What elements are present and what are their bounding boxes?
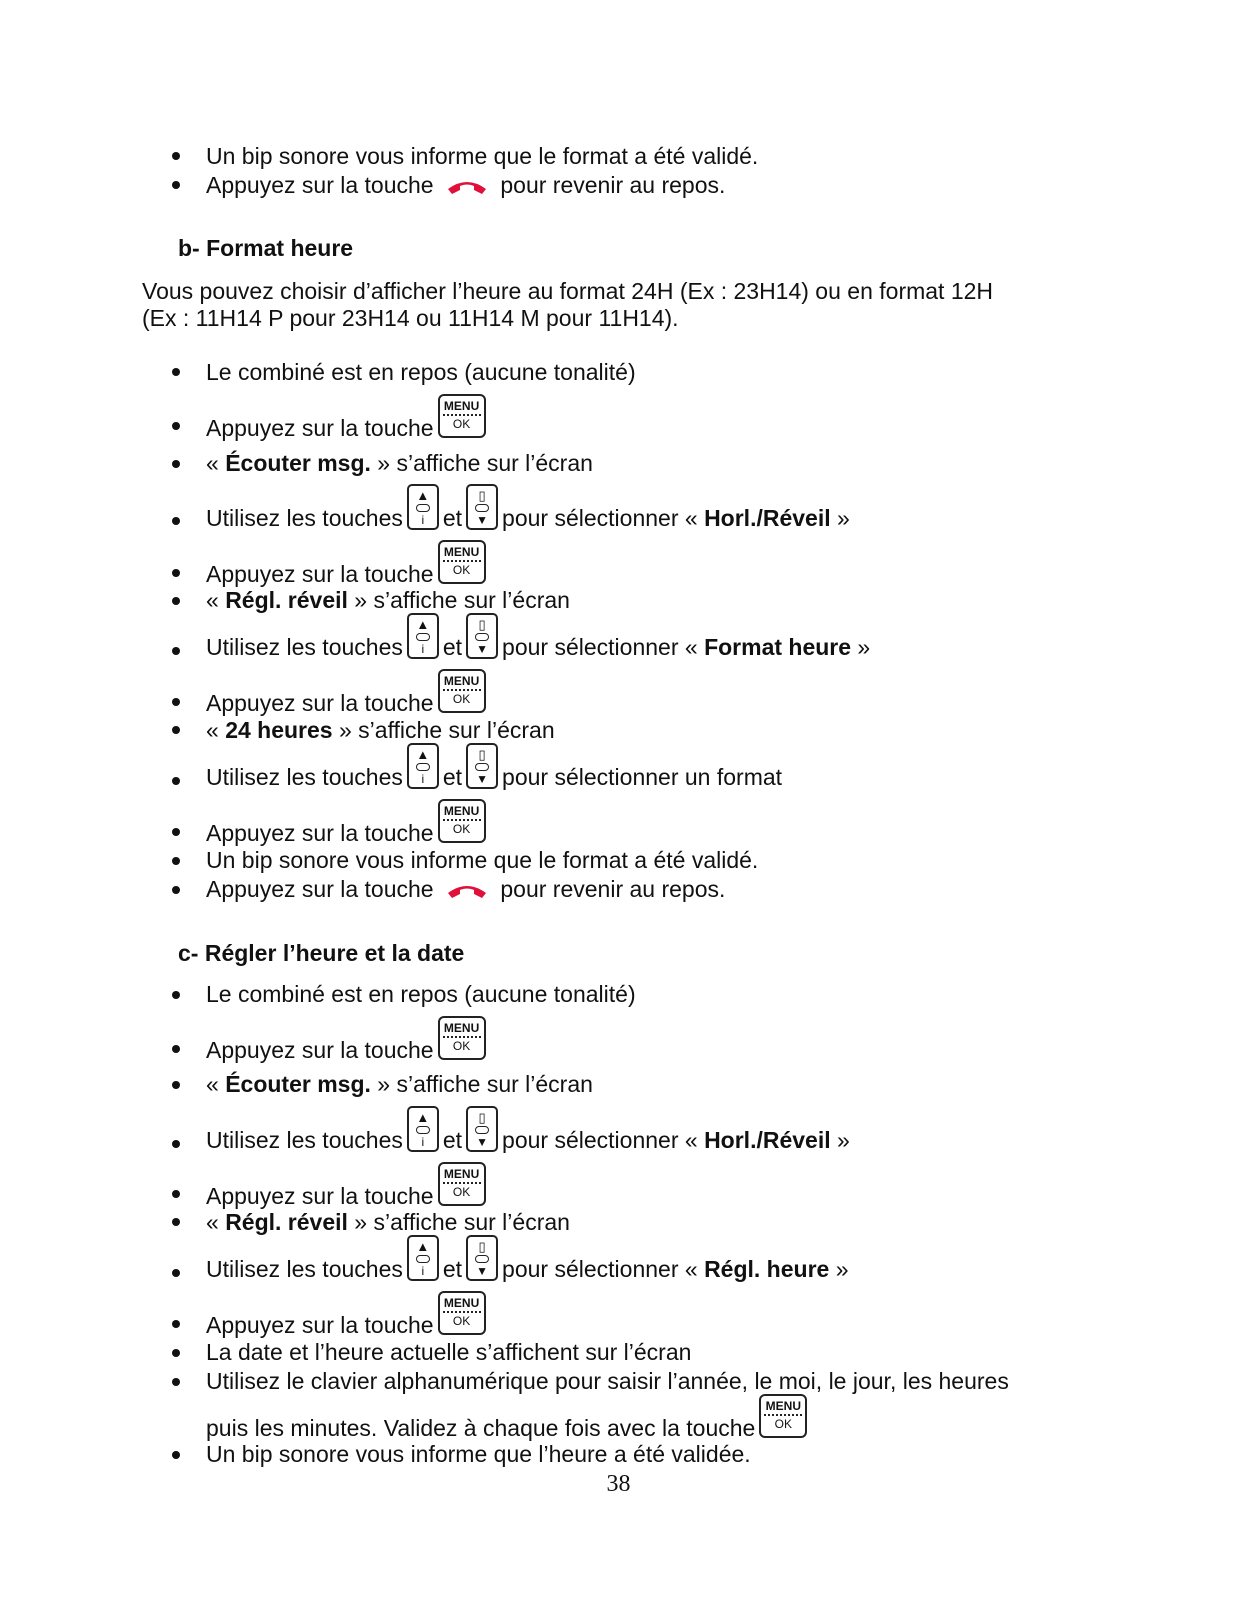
step-line: La date et l’heure actuelle s’affichent sur l’écran bbox=[206, 1339, 692, 1365]
bullet bbox=[172, 777, 180, 785]
bullet bbox=[172, 422, 180, 430]
bullet bbox=[172, 1269, 180, 1277]
step-line: Utilisez les touches ▲ i et ▯ ▼ pour sélectionner « Régl. heure » bbox=[206, 1235, 849, 1281]
intro-text: Vous pouvez choisir d’afficher l’heure au format 24H (Ex : 23H14) ou en format 12H bbox=[142, 278, 994, 304]
bullet bbox=[172, 152, 180, 160]
bullet bbox=[172, 368, 180, 376]
down-arrow-key-icon: ▯ ▼ bbox=[466, 484, 498, 530]
bullet bbox=[172, 886, 180, 894]
step-line: « Écouter msg. » s’affiche sur l’écran bbox=[206, 450, 593, 476]
up-arrow-key-icon: ▲ i bbox=[407, 484, 439, 530]
menu-ok-key-icon: MENU OK bbox=[438, 394, 486, 438]
up-arrow-key-icon: ▲ i bbox=[407, 743, 439, 789]
menu-ok-key-icon: MENU OK bbox=[438, 799, 486, 843]
bullet bbox=[172, 1140, 180, 1148]
step-line: Appuyez sur la touche pour revenir au repos. bbox=[206, 172, 726, 198]
step-line-continued: puis les minutes. Validez à chaque fois avec la touche MENU OK bbox=[206, 1394, 811, 1440]
up-arrow-key-icon: ▲ i bbox=[407, 613, 439, 659]
step-line: Un bip sonore vous informe que le format a été validé. bbox=[206, 143, 759, 169]
bullet bbox=[172, 460, 180, 468]
bullet bbox=[172, 857, 180, 865]
step-line: Un bip sonore vous informe que le format a été validé. bbox=[206, 847, 759, 873]
step-line: Un bip sonore vous informe que l’heure a été validée. bbox=[206, 1441, 751, 1467]
menu-ok-key-icon: MENU OK bbox=[438, 540, 486, 584]
hang-up-phone-icon bbox=[446, 177, 488, 195]
step-line: Le combiné est en repos (aucune tonalité) bbox=[206, 981, 636, 1007]
bullet bbox=[172, 597, 180, 605]
bullet bbox=[172, 647, 180, 655]
step-line: Appuyez sur la touche pour revenir au repos. bbox=[206, 876, 726, 902]
step-line: Appuyez sur la touche MENU OK bbox=[206, 1162, 490, 1208]
bullet bbox=[172, 1349, 180, 1357]
bullet bbox=[172, 1218, 180, 1226]
down-arrow-key-icon: ▯ ▼ bbox=[466, 743, 498, 789]
step-line: Appuyez sur la touche MENU OK bbox=[206, 540, 490, 586]
bullet bbox=[172, 181, 180, 189]
bullet bbox=[172, 517, 180, 525]
step-line: Utilisez le clavier alphanumérique pour saisir l’année, le moi, le jour, les heures bbox=[206, 1368, 1009, 1394]
menu-ok-key-icon: MENU OK bbox=[438, 1016, 486, 1060]
page-number: 38 bbox=[606, 1471, 631, 1497]
step-line: Utilisez les touches ▲ i et ▯ ▼ pour sélectionner « Horl./Réveil » bbox=[206, 484, 850, 530]
bullet bbox=[172, 1378, 180, 1386]
step-line: « Régl. réveil » s’affiche sur l’écran bbox=[206, 1209, 570, 1235]
step-line: Appuyez sur la touche MENU OK bbox=[206, 669, 490, 715]
step-line: « 24 heures » s’affiche sur l’écran bbox=[206, 717, 555, 743]
menu-ok-key-icon: MENU OK bbox=[438, 1162, 486, 1206]
hang-up-phone-icon bbox=[446, 881, 488, 899]
section-heading: c- Régler l’heure et la date bbox=[178, 940, 465, 966]
bullet bbox=[172, 1451, 180, 1459]
bullet bbox=[172, 569, 180, 577]
step-line: Appuyez sur la touche MENU OK bbox=[206, 394, 490, 440]
intro-text: (Ex : 11H14 P pour 23H14 ou 11H14 M pour 11H14). bbox=[142, 305, 679, 331]
step-line: Utilisez les touches ▲ i et ▯ ▼ pour sélectionner « Horl./Réveil » bbox=[206, 1106, 850, 1152]
step-line: Appuyez sur la touche MENU OK bbox=[206, 799, 490, 845]
menu-ok-key-icon: MENU OK bbox=[438, 669, 486, 713]
up-arrow-key-icon: ▲ i bbox=[407, 1235, 439, 1281]
bullet bbox=[172, 828, 180, 836]
step-line: « Régl. réveil » s’affiche sur l’écran bbox=[206, 587, 570, 613]
bullet bbox=[172, 698, 180, 706]
bullet bbox=[172, 1190, 180, 1198]
bullet bbox=[172, 991, 180, 999]
step-line: « Écouter msg. » s’affiche sur l’écran bbox=[206, 1071, 593, 1097]
step-line: Utilisez les touches ▲ i et ▯ ▼ pour sélectionner un format bbox=[206, 743, 782, 789]
step-line: Le combiné est en repos (aucune tonalité) bbox=[206, 359, 636, 385]
down-arrow-key-icon: ▯ ▼ bbox=[466, 613, 498, 659]
step-line: Utilisez les touches ▲ i et ▯ ▼ pour sélectionner « Format heure » bbox=[206, 613, 870, 659]
section-heading: b- Format heure bbox=[178, 235, 354, 261]
step-line: Appuyez sur la touche MENU OK bbox=[206, 1016, 490, 1062]
step-line: Appuyez sur la touche MENU OK bbox=[206, 1291, 490, 1337]
menu-ok-key-icon: MENU OK bbox=[438, 1291, 486, 1335]
bullet bbox=[172, 1045, 180, 1053]
down-arrow-key-icon: ▯ ▼ bbox=[466, 1235, 498, 1281]
up-arrow-key-icon: ▲ i bbox=[407, 1106, 439, 1152]
down-arrow-key-icon: ▯ ▼ bbox=[466, 1106, 498, 1152]
menu-ok-key-icon: MENU OK bbox=[759, 1394, 807, 1438]
bullet bbox=[172, 1081, 180, 1089]
bullet bbox=[172, 1320, 180, 1328]
bullet bbox=[172, 726, 180, 734]
